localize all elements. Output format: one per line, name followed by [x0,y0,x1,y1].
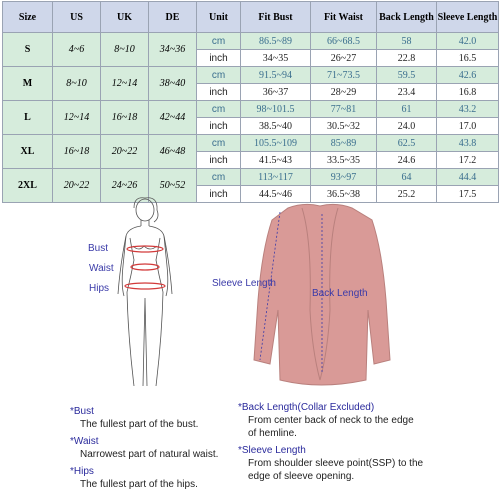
sleeve-length-inch: 17.5 [437,186,499,203]
waist-measure-line [131,264,159,270]
fit-waist-inch: 33.5~35 [311,152,377,169]
note-waist-title: *Waist [70,436,99,447]
fit-bust-cm: 113~117 [241,169,311,186]
label-hips: Hips [89,283,110,294]
unit-cm: cm [197,67,241,84]
note-back-title: *Back Length(Collar Excluded) [238,402,375,413]
note-sleeve-desc-1: From shoulder sleeve point(SSP) to the [248,458,424,469]
unit-inch: inch [197,84,241,101]
note-sleeve-title: *Sleeve Length [238,445,306,456]
uk-cell: 24~26 [101,169,149,203]
fit-bust-inch: 38.5~40 [241,118,311,135]
table-header-row [3,2,499,33]
fit-bust-cm: 98~101.5 [241,101,311,118]
table-row [3,33,499,50]
uk-cell: 16~18 [101,101,149,135]
de-cell: 38~40 [149,67,197,101]
unit-inch: inch [197,118,241,135]
note-hips-desc: The fullest part of the hips. [80,479,198,490]
fit-waist-cm: 71~73.5 [311,67,377,84]
back-length-inch: 24.6 [377,152,437,169]
note-waist-desc: Narrowest part of natural waist. [80,449,219,460]
unit-cm: cm [197,169,241,186]
us-cell: 20~22 [53,169,101,203]
back-length-inch: 23.4 [377,84,437,101]
us-cell: 4~6 [53,33,101,67]
sleeve-length-inch: 16.8 [437,84,499,101]
size-chart-table [2,1,499,203]
back-length-cm: 64 [377,169,437,186]
fit-bust-inch: 44.5~46 [241,186,311,203]
back-length-cm: 59.5 [377,67,437,84]
table-row [3,169,499,186]
note-back-desc-2: of hemline. [248,428,297,439]
label-back-length: Back Length [312,288,368,299]
back-length-cm: 61 [377,101,437,118]
fit-bust-cm: 105.5~109 [241,135,311,152]
back-length-cm: 58 [377,33,437,50]
sleeve-length-cm: 43.2 [437,101,499,118]
table-row [3,135,499,152]
fit-bust-inch: 34~35 [241,50,311,67]
sleeve-length-cm: 43.8 [437,135,499,152]
size-cell: S [3,33,53,67]
fit-waist-inch: 26~27 [311,50,377,67]
fit-waist-cm: 66~68.5 [311,33,377,50]
note-bust-title: *Bust [70,406,94,417]
us-cell: 12~14 [53,101,101,135]
label-sleeve-length: Sleeve Length [212,278,276,289]
sleeve-length-cm: 42.0 [437,33,499,50]
note-sleeve-desc-2: edge of sleeve opening. [248,471,355,482]
de-cell: 42~44 [149,101,197,135]
note-back-desc-1: From center back of neck to the edge [248,415,414,426]
note-hips-title: *Hips [70,466,94,477]
sleeve-length-inch: 17.2 [437,152,499,169]
fit-waist-cm: 77~81 [311,101,377,118]
body-figure-illustration [90,196,210,396]
fit-waist-inch: 36.5~38 [311,186,377,203]
unit-inch: inch [197,152,241,169]
header-sleeve-length: Sleeve Length [437,2,499,33]
fit-waist-inch: 30.5~32 [311,118,377,135]
unit-cm: cm [197,101,241,118]
fit-bust-cm: 86.5~89 [241,33,311,50]
measurement-notes-right [238,401,438,483]
uk-cell: 20~22 [101,135,149,169]
unit-cm: cm [197,33,241,50]
hips-measure-line [125,283,165,289]
back-length-inch: 22.8 [377,50,437,67]
fit-bust-inch: 41.5~43 [241,152,311,169]
back-length-cm: 62.5 [377,135,437,152]
size-cell: L [3,101,53,135]
sleeve-length-inch: 16.5 [437,50,499,67]
unit-cm: cm [197,135,241,152]
size-cell: XL [3,135,53,169]
de-cell: 50~52 [149,169,197,203]
de-cell: 46~48 [149,135,197,169]
header-fit-waist: Fit Waist [311,2,377,33]
us-cell: 8~10 [53,67,101,101]
fit-bust-cm: 91.5~94 [241,67,311,84]
fit-waist-inch: 28~29 [311,84,377,101]
note-bust-desc: The fullest part of the bust. [80,419,199,430]
size-cell: M [3,67,53,101]
sleeve-length-cm: 42.6 [437,67,499,84]
table-row [3,101,499,118]
fit-waist-cm: 93~97 [311,169,377,186]
back-length-inch: 24.0 [377,118,437,135]
back-length-inch: 25.2 [377,186,437,203]
table-row [3,67,499,84]
uk-cell: 8~10 [101,33,149,67]
header-fit-bust: Fit Bust [241,2,311,33]
fit-bust-inch: 36~37 [241,84,311,101]
fit-waist-cm: 85~89 [311,135,377,152]
size-cell: 2XL [3,169,53,203]
header-size: Size [3,2,53,33]
unit-inch: inch [197,186,241,203]
uk-cell: 12~14 [101,67,149,101]
de-cell: 34~36 [149,33,197,67]
label-waist: Waist [89,263,114,274]
header-de: DE [149,2,197,33]
us-cell: 16~18 [53,135,101,169]
header-back-length: Back Length [377,2,437,33]
sleeve-length-inch: 17.0 [437,118,499,135]
header-unit: Unit [197,2,241,33]
header-us: US [53,2,101,33]
sleeve-length-cm: 44.4 [437,169,499,186]
label-bust: Bust [88,243,109,254]
header-uk: UK [101,2,149,33]
measurement-notes-left [70,405,245,491]
unit-inch: inch [197,50,241,67]
